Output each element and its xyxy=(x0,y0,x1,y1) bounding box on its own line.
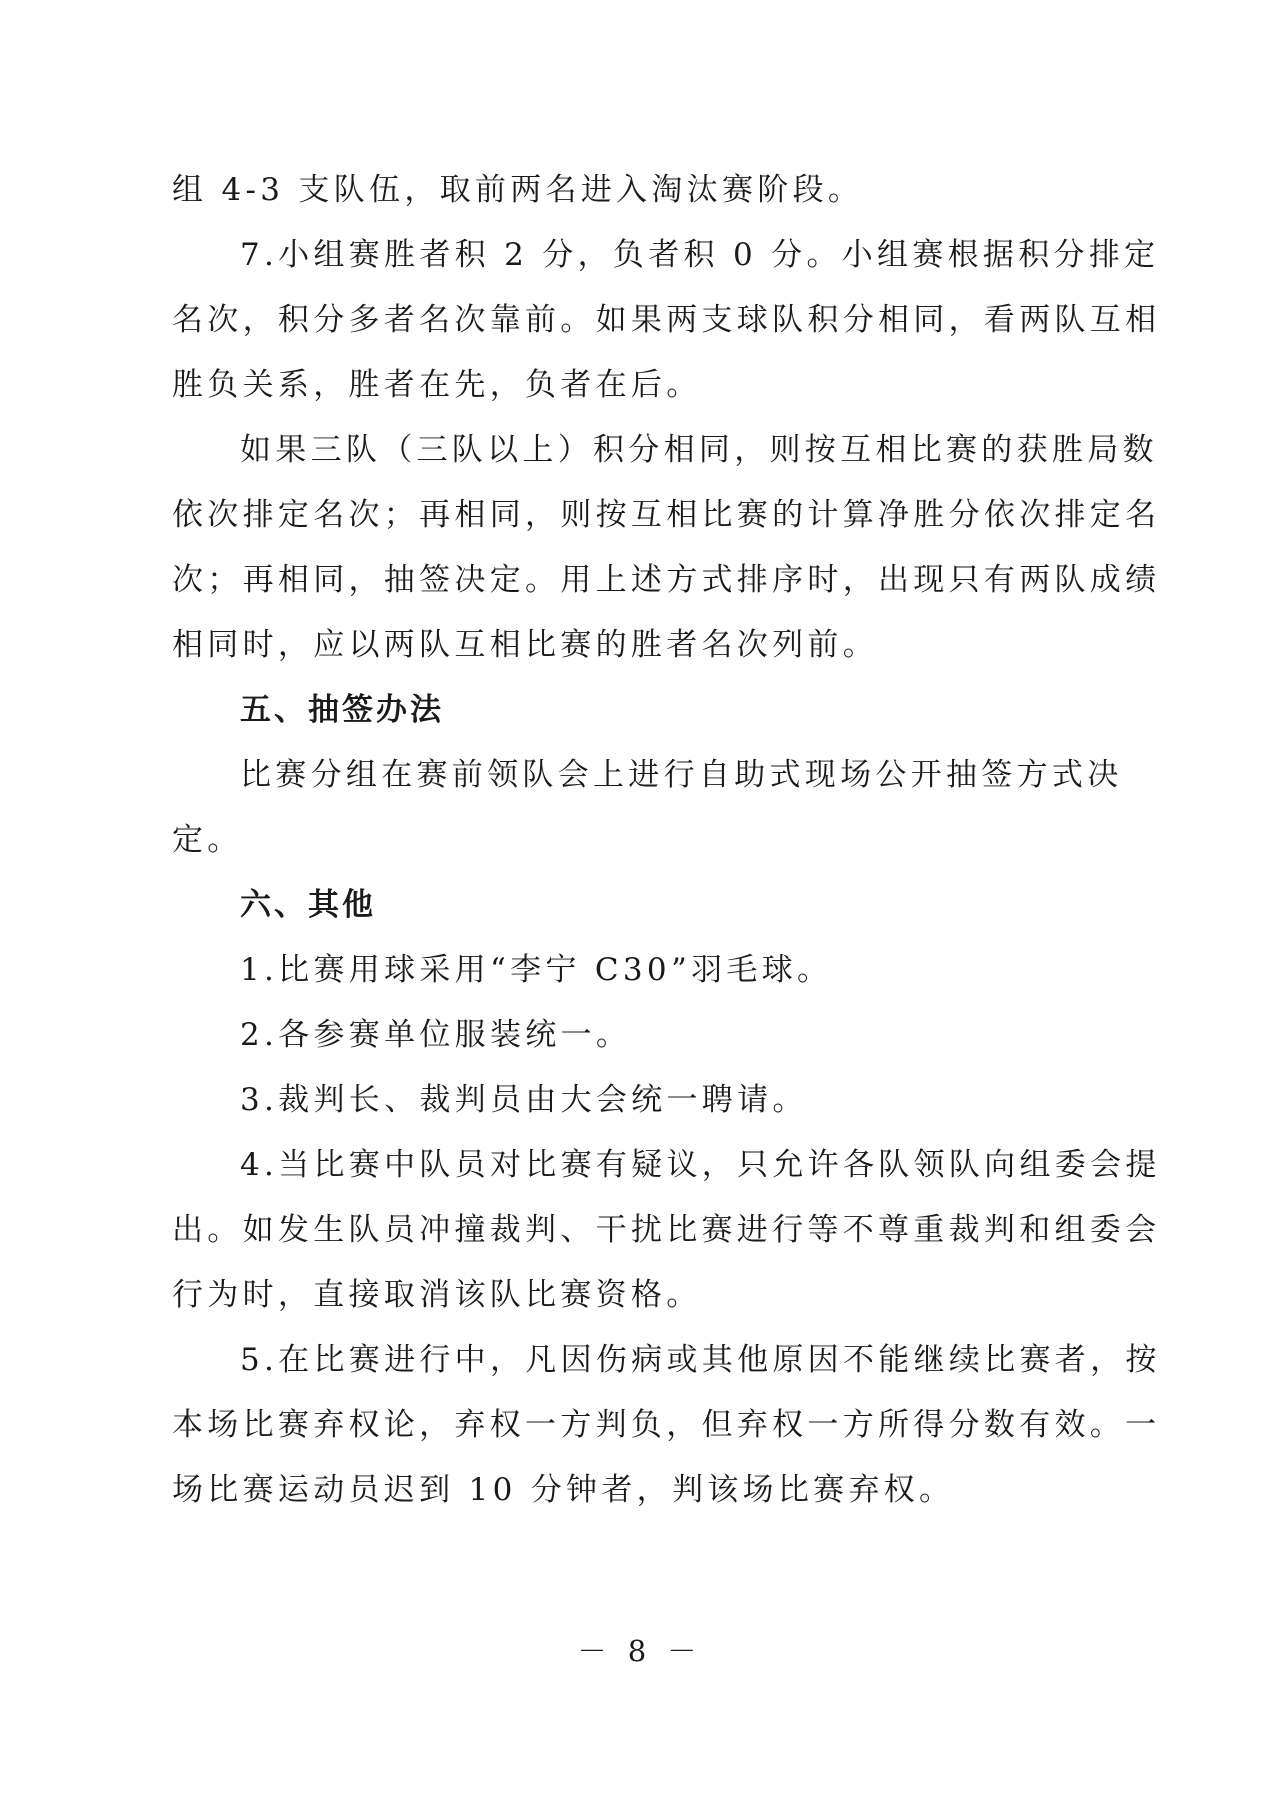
other-item-5: 5.在比赛进行中，凡因伤病或其他原因不能继续比赛者，按 xyxy=(240,1342,1161,1378)
body-line: 组 4-3 支队伍，取前两名进入淘汰赛阶段。 xyxy=(172,172,864,208)
body-line: 出。如发生队员冲撞裁判、干扰比赛进行等不尊重裁判和组委会 xyxy=(172,1212,1161,1248)
draw-paragraph-line: 比赛分组在赛前领队会上进行自助式现场公开抽签方式决 xyxy=(240,757,1123,793)
body-line: 本场比赛弃权论，弃权一方判负，但弃权一方所得分数有效。一 xyxy=(172,1407,1161,1443)
other-item-4: 4.当比赛中队员对比赛有疑议，只允许各队领队向组委会提 xyxy=(240,1147,1161,1183)
other-item-2: 2.各参赛单位服装统一。 xyxy=(240,1017,632,1053)
page-number: － 8 － xyxy=(577,1634,703,1668)
section-heading-other: 六、其他 xyxy=(240,887,376,923)
body-line: 行为时，直接取消该队比赛资格。 xyxy=(172,1277,702,1313)
body-line: 依次排定名次；再相同，则按互相比赛的计算净胜分依次排定名 xyxy=(172,497,1161,533)
tiebreak-paragraph-line: 如果三队（三队以上）积分相同，则按互相比赛的获胜局数 xyxy=(240,432,1158,468)
body-line: 场比赛运动员迟到 10 分钟者，判该场比赛弃权。 xyxy=(172,1472,955,1508)
other-item-3: 3.裁判长、裁判员由大会统一聘请。 xyxy=(240,1082,808,1118)
section-heading-draw: 五、抽签办法 xyxy=(240,692,444,728)
body-line: 次；再相同，抽签决定。用上述方式排序时，出现只有两队成绩 xyxy=(172,562,1161,598)
rule-7-line: 7.小组赛胜者积 2 分，负者积 0 分。小组赛根据积分排定 xyxy=(240,237,1160,273)
other-item-1: 1.比赛用球采用“李宁 C30”羽毛球。 xyxy=(240,952,833,988)
body-line: 胜负关系，胜者在先，负者在后。 xyxy=(172,367,702,403)
body-line: 名次，积分多者名次靠前。如果两支球队积分相同，看两队互相 xyxy=(172,302,1161,338)
body-line: 相同时，应以两队互相比赛的胜者名次列前。 xyxy=(172,627,878,663)
body-line: 定。 xyxy=(172,822,243,858)
